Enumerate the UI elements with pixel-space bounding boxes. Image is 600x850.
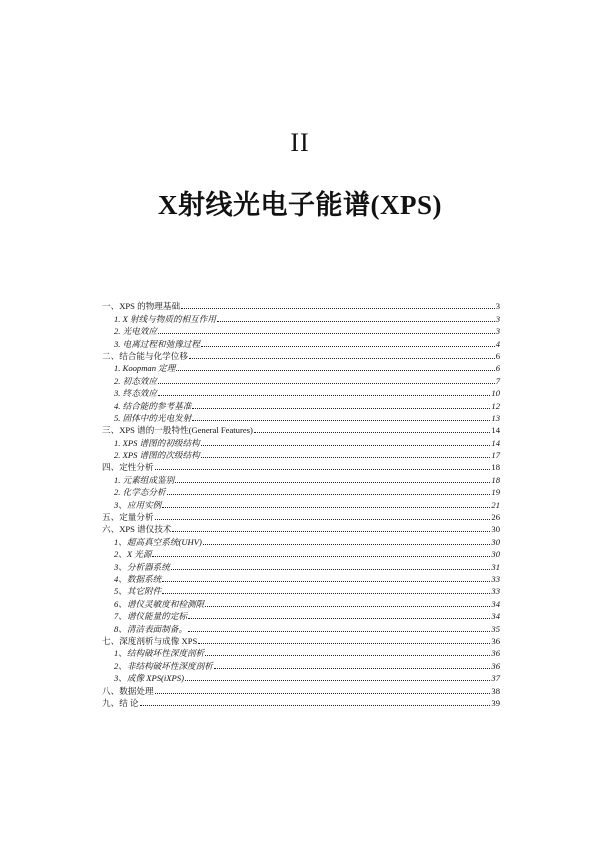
toc-page-number: 30	[491, 524, 500, 535]
toc-page-number: 39	[491, 697, 500, 708]
toc-subsection-entry[interactable]	[102, 398, 500, 410]
toc-section-entry[interactable]	[102, 522, 500, 534]
toc-page-number: 31	[491, 561, 500, 572]
part-numeral: II	[290, 128, 310, 157]
toc-dot-leader	[201, 445, 491, 446]
toc-entry-label: 2. 化学态分析	[114, 487, 166, 498]
toc-dot-leader	[201, 346, 495, 347]
toc-dot-leader	[254, 432, 491, 433]
toc-section-entry[interactable]	[102, 349, 500, 361]
toc-page-number: 37	[491, 673, 500, 684]
toc-subsection-entry[interactable]	[102, 435, 500, 447]
toc-subsection-entry[interactable]	[102, 646, 500, 658]
toc-subsection-entry[interactable]	[102, 547, 500, 559]
toc-entry-label: 2、X 光源	[114, 549, 152, 560]
toc-entry-label: 四、定性分析	[102, 462, 154, 473]
toc-subsection-entry[interactable]	[102, 324, 500, 336]
toc-dot-leader	[198, 643, 490, 644]
toc-entry-label: 1、结构破坏性深度剖析	[114, 648, 205, 659]
toc-entry-label: 3. 终态效应	[114, 388, 157, 399]
toc-page-number: 13	[491, 412, 500, 423]
toc-page-number: 26	[491, 512, 500, 523]
toc-subsection-entry[interactable]	[102, 572, 500, 584]
toc-entry-label: 3. 电离过程和弛豫过程	[114, 338, 200, 349]
toc-section-entry[interactable]	[102, 423, 500, 435]
toc-page-number: 30	[491, 536, 500, 547]
toc-section-entry[interactable]	[102, 634, 500, 646]
toc-entry-label: 7、谱仪能量的定标	[114, 611, 188, 622]
toc-entry-label: 2. XPS 谱图的次级结构	[114, 450, 200, 461]
toc-subsection-entry[interactable]	[102, 411, 500, 423]
toc-page-number: 10	[491, 388, 500, 399]
toc-entry-label: 1. Koopman 定理	[114, 363, 176, 374]
toc-page-number: 21	[491, 499, 500, 510]
toc-dot-leader	[214, 668, 491, 669]
toc-entry-label: 一、XPS 的物理基础	[102, 301, 181, 312]
toc-page-number: 34	[491, 598, 500, 609]
toc-subsection-entry[interactable]	[102, 534, 500, 546]
toc-subsection-entry[interactable]	[102, 485, 500, 497]
toc-page-number: 18	[491, 462, 500, 473]
toc-subsection-entry[interactable]	[102, 448, 500, 460]
toc-dot-leader	[158, 383, 495, 384]
toc-dot-leader	[171, 569, 491, 570]
toc-entry-label: 1. X 射线与物质的相互作用	[114, 313, 216, 324]
toc-subsection-entry[interactable]	[102, 584, 500, 596]
toc-page-number: 19	[491, 487, 500, 498]
toc-page-number: 36	[491, 660, 500, 671]
toc-dot-leader	[185, 680, 490, 681]
toc-page-number: 3	[495, 301, 500, 312]
toc-dot-leader	[162, 593, 490, 594]
toc-page-number: 3	[495, 326, 500, 337]
toc-page-number: 35	[491, 623, 500, 634]
toc-dot-leader	[189, 358, 495, 359]
toc-dot-leader	[188, 618, 490, 619]
toc-dot-leader	[167, 494, 491, 495]
toc-page-number: 6	[495, 363, 500, 374]
toc-dot-leader	[158, 333, 495, 334]
toc-entry-label: 2. 光电效应	[114, 326, 157, 337]
page-title: X射线光电子能谱(XPS)	[158, 190, 442, 220]
toc-entry-label: 5、其它附件	[114, 586, 162, 597]
toc-page-number: 38	[491, 685, 500, 696]
toc-dot-leader	[217, 321, 495, 322]
toc-page-number: 33	[491, 573, 500, 584]
toc-entry-label: 二、结合能与化学位移	[102, 350, 188, 361]
toc-page-number: 4	[495, 338, 500, 349]
toc-page-number: 17	[491, 450, 500, 461]
toc-subsection-entry[interactable]	[102, 497, 500, 509]
toc-dot-leader	[192, 408, 490, 409]
toc-section-entry[interactable]	[102, 460, 500, 472]
toc-page-number: 18	[491, 474, 500, 485]
toc-page-number: 36	[491, 635, 500, 646]
toc-entry-label: 4. 结合能的参考基准	[114, 400, 192, 411]
toc-subsection-entry[interactable]	[102, 336, 500, 348]
toc-subsection-entry[interactable]	[102, 361, 500, 373]
toc-subsection-entry[interactable]	[102, 658, 500, 670]
toc-dot-leader	[181, 308, 495, 309]
toc-entry-label: 三、XPS 谱的一般特性(General Features)	[102, 425, 253, 436]
toc-section-entry[interactable]	[102, 696, 500, 708]
toc-entry-label: 七、深度剖析与成像 XPS	[102, 635, 198, 646]
toc-section-entry[interactable]	[102, 299, 500, 311]
toc-dot-leader	[162, 581, 490, 582]
toc-dot-leader	[155, 519, 491, 520]
toc-entry-label: 1. XPS 谱图的初级结构	[114, 437, 200, 448]
toc-page-number: 6	[495, 350, 500, 361]
toc-entry-label: 1. 元素组成鉴别	[114, 474, 175, 485]
toc-dot-leader	[162, 507, 490, 508]
toc-entry-label: 6、谱仪灵敏度和检测限	[114, 598, 205, 609]
toc-entry-label: 八、数据处理	[102, 685, 154, 696]
toc-dot-leader	[155, 469, 491, 470]
toc-page-number: 36	[491, 648, 500, 659]
toc-dot-leader	[205, 655, 490, 656]
toc-page-number: 7	[495, 375, 500, 386]
toc-dot-leader	[188, 631, 490, 632]
toc-page-number: 14	[491, 437, 500, 448]
toc-entry-label: 2. 初态效应	[114, 375, 157, 386]
toc-dot-leader	[205, 606, 490, 607]
toc-subsection-entry[interactable]	[102, 386, 500, 398]
toc-dot-leader	[172, 531, 490, 532]
toc-entry-label: 1、超高真空系统(UHV)	[114, 536, 202, 547]
toc-dot-leader	[152, 556, 490, 557]
toc-subsection-entry[interactable]	[102, 596, 500, 608]
toc-entry-label: 九、结 论	[102, 697, 139, 708]
toc-subsection-entry[interactable]	[102, 609, 500, 621]
toc-subsection-entry[interactable]	[102, 472, 500, 484]
toc-entry-label: 3、成像 XPS(iXPS)	[114, 673, 184, 684]
toc-subsection-entry[interactable]	[102, 621, 500, 633]
toc-page-number: 3	[495, 313, 500, 324]
toc-page-number: 33	[491, 586, 500, 597]
toc-dot-leader	[155, 693, 491, 694]
toc-dot-leader	[192, 420, 490, 421]
toc-entry-label: 3、应用实例	[114, 499, 162, 510]
toc-section-entry[interactable]	[102, 683, 500, 695]
toc-dot-leader	[175, 482, 490, 483]
toc-section-entry[interactable]	[102, 510, 500, 522]
toc-entry-label: 8、清洁表面制备。	[114, 623, 188, 634]
toc-page-number: 14	[491, 425, 500, 436]
toc-dot-leader	[140, 705, 491, 706]
toc-dot-leader	[201, 457, 491, 458]
toc-dot-leader	[203, 544, 491, 545]
toc-dot-leader	[176, 370, 494, 371]
toc-entry-label: 2、非结构破坏性深度剖析	[114, 660, 213, 671]
toc-dot-leader	[158, 395, 490, 396]
toc-page-number: 30	[491, 549, 500, 560]
toc-entry-label: 五、定量分析	[102, 512, 154, 523]
toc-subsection-entry[interactable]	[102, 559, 500, 571]
toc-page-number: 12	[491, 400, 500, 411]
toc-subsection-entry[interactable]	[102, 311, 500, 323]
toc-subsection-entry[interactable]	[102, 671, 500, 683]
toc-page-number: 34	[491, 611, 500, 622]
toc-subsection-entry[interactable]	[102, 373, 500, 385]
toc-entry-label: 3、分析器系统	[114, 561, 170, 572]
table-of-contents	[102, 299, 500, 708]
toc-entry-label: 4、数据系统	[114, 573, 162, 584]
toc-entry-label: 六、XPS 谱仪技术	[102, 524, 172, 535]
toc-entry-label: 5. 固体中的光电发射	[114, 412, 192, 423]
